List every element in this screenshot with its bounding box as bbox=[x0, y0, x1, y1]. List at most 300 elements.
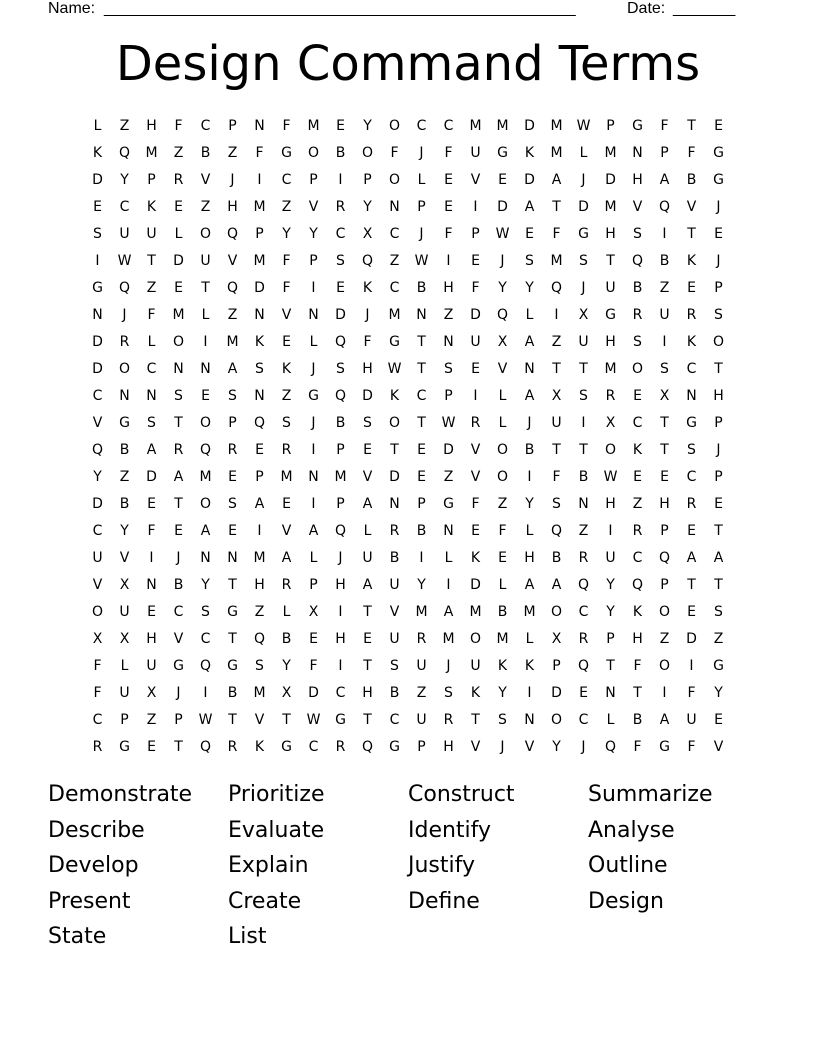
grid-letter: T bbox=[552, 441, 561, 458]
grid-letter: F bbox=[147, 522, 156, 539]
grid-letter: B bbox=[632, 279, 643, 296]
grid-letter: G bbox=[92, 279, 103, 296]
grid-letter: Z bbox=[659, 630, 670, 647]
grid-letter: A bbox=[551, 171, 562, 188]
grid-letter: G bbox=[119, 414, 130, 431]
grid-letter: M bbox=[523, 603, 536, 620]
word-list-item: Analyse bbox=[588, 817, 675, 843]
grid-letter: O bbox=[550, 603, 563, 620]
grid-row bbox=[84, 544, 732, 571]
grid-letter: D bbox=[146, 468, 157, 485]
grid-letter: T bbox=[687, 225, 696, 242]
grid-letter: E bbox=[498, 549, 507, 566]
grid-letter: D bbox=[254, 279, 265, 296]
grid-letter: H bbox=[443, 279, 454, 296]
grid-letter: O bbox=[496, 468, 509, 485]
grid-letter: Y bbox=[714, 684, 723, 701]
grid-letter: T bbox=[714, 522, 723, 539]
grid-letter: V bbox=[470, 441, 481, 458]
grid-letter: E bbox=[201, 387, 210, 404]
grid-letter: H bbox=[659, 495, 670, 512]
grid-letter: C bbox=[119, 198, 130, 215]
grid-letter: H bbox=[605, 225, 616, 242]
grid-letter: T bbox=[147, 252, 156, 269]
grid-letter: U bbox=[92, 549, 103, 566]
grid-letter: E bbox=[579, 684, 588, 701]
grid-letter: D bbox=[470, 576, 481, 593]
grid-letter: M bbox=[307, 117, 320, 134]
grid-letter: C bbox=[281, 171, 292, 188]
grid-letter: G bbox=[659, 738, 670, 755]
grid-letter: V bbox=[389, 603, 400, 620]
grid-letter: B bbox=[497, 603, 508, 620]
grid-letter: K bbox=[362, 279, 373, 296]
grid-letter: T bbox=[363, 711, 372, 728]
grid-letter: J bbox=[338, 549, 343, 566]
grid-letter: Y bbox=[282, 657, 291, 674]
grid-letter: D bbox=[389, 468, 400, 485]
grid-letter: J bbox=[716, 441, 721, 458]
grid-letter: Z bbox=[578, 522, 589, 539]
grid-letter: K bbox=[686, 333, 697, 350]
grid-letter: I bbox=[311, 279, 316, 296]
grid-letter: E bbox=[147, 603, 156, 620]
word-list-item: State bbox=[48, 924, 107, 950]
grid-letter: T bbox=[363, 603, 372, 620]
grid-letter: E bbox=[228, 522, 237, 539]
grid-letter: I bbox=[662, 225, 667, 242]
grid-letter: O bbox=[712, 333, 725, 350]
grid-letter: Q bbox=[631, 576, 644, 593]
grid-letter: Z bbox=[146, 711, 157, 728]
grid-letter: D bbox=[470, 306, 481, 323]
grid-letter: G bbox=[713, 171, 724, 188]
grid-letter: E bbox=[147, 738, 156, 755]
grid-letter: B bbox=[119, 495, 130, 512]
grid-letter: X bbox=[551, 387, 562, 404]
grid-letter: J bbox=[419, 225, 424, 242]
grid-letter: S bbox=[579, 387, 588, 404]
grid-letter: M bbox=[415, 603, 428, 620]
grid-letter: Z bbox=[497, 495, 508, 512]
grid-letter: S bbox=[525, 252, 534, 269]
grid-letter: T bbox=[174, 495, 183, 512]
grid-letter: E bbox=[363, 630, 372, 647]
grid-letter: O bbox=[388, 414, 401, 431]
grid-letter: K bbox=[632, 441, 643, 458]
grid-letter: Q bbox=[658, 549, 671, 566]
grid-letter: N bbox=[578, 495, 589, 512]
grid-letter: C bbox=[632, 414, 643, 431]
grid-letter: G bbox=[686, 414, 697, 431]
grid-letter: F bbox=[498, 522, 507, 539]
grid-letter: X bbox=[659, 387, 670, 404]
grid-letter: P bbox=[309, 576, 318, 593]
grid-letter: U bbox=[119, 603, 130, 620]
grid-row bbox=[84, 274, 732, 301]
grid-letter: Q bbox=[253, 630, 266, 647]
grid-letter: L bbox=[147, 333, 156, 350]
grid-letter: D bbox=[524, 171, 535, 188]
grid-row bbox=[84, 328, 732, 355]
grid-letter: W bbox=[198, 711, 213, 728]
grid-letter: D bbox=[605, 171, 616, 188]
grid-letter: T bbox=[417, 360, 426, 377]
grid-letter: P bbox=[309, 171, 318, 188]
grid-letter: E bbox=[255, 441, 264, 458]
grid-letter: Z bbox=[416, 684, 427, 701]
grid-letter: X bbox=[119, 576, 130, 593]
grid-letter: X bbox=[281, 684, 292, 701]
grid-letter: C bbox=[416, 117, 427, 134]
grid-letter: S bbox=[687, 441, 696, 458]
grid-letter: Y bbox=[282, 225, 291, 242]
grid-letter: M bbox=[145, 144, 158, 161]
grid-letter: Y bbox=[120, 522, 129, 539]
grid-letter: D bbox=[308, 684, 319, 701]
grid-letter: Q bbox=[577, 576, 590, 593]
grid-letter: F bbox=[444, 225, 453, 242]
grid-letter: S bbox=[228, 387, 237, 404]
grid-letter: M bbox=[469, 603, 482, 620]
grid-letter: U bbox=[659, 306, 670, 323]
grid-letter: I bbox=[473, 387, 478, 404]
grid-letter: K bbox=[470, 684, 481, 701]
grid-letter: B bbox=[389, 684, 400, 701]
grid-letter: X bbox=[497, 333, 508, 350]
grid-letter: D bbox=[92, 333, 103, 350]
grid-letter: G bbox=[227, 603, 238, 620]
grid-letter: R bbox=[632, 306, 643, 323]
grid-letter: D bbox=[443, 441, 454, 458]
grid-letter: D bbox=[524, 117, 535, 134]
grid-letter: Z bbox=[146, 279, 157, 296]
grid-letter: V bbox=[200, 171, 211, 188]
grid-letter: T bbox=[174, 738, 183, 755]
grid-letter: Q bbox=[550, 279, 563, 296]
grid-letter: N bbox=[389, 198, 400, 215]
grid-letter: L bbox=[525, 522, 534, 539]
grid-letter: P bbox=[714, 468, 723, 485]
word-list-item: Summarize bbox=[588, 782, 713, 807]
grid-letter: R bbox=[173, 171, 184, 188]
word-list-item: Prioritize bbox=[228, 782, 325, 807]
grid-letter: R bbox=[632, 522, 643, 539]
grid-letter: B bbox=[335, 414, 346, 431]
grid-letter: X bbox=[119, 630, 130, 647]
grid-letter: L bbox=[606, 711, 615, 728]
grid-letter: G bbox=[281, 738, 292, 755]
grid-letter: E bbox=[444, 198, 453, 215]
grid-letter: P bbox=[336, 441, 345, 458]
grid-letter: J bbox=[581, 279, 586, 296]
grid-letter: P bbox=[174, 711, 183, 728]
grid-letter: Z bbox=[443, 468, 454, 485]
grid-letter: I bbox=[311, 441, 316, 458]
grid-letter: I bbox=[446, 252, 451, 269]
grid-letter: H bbox=[632, 171, 643, 188]
grid-letter: N bbox=[146, 387, 157, 404]
grid-letter: R bbox=[281, 441, 292, 458]
grid-letter: T bbox=[417, 333, 426, 350]
grid-letter: E bbox=[174, 279, 183, 296]
grid-letter: O bbox=[307, 144, 320, 161]
grid-letter: K bbox=[686, 252, 697, 269]
grid-letter: A bbox=[686, 549, 697, 566]
grid-letter: P bbox=[147, 171, 156, 188]
grid-letter: U bbox=[686, 711, 697, 728]
grid-letter: O bbox=[658, 657, 671, 674]
grid-letter: W bbox=[576, 117, 591, 134]
grid-letter: J bbox=[230, 171, 235, 188]
word-list-item: Define bbox=[408, 888, 480, 914]
grid-letter: F bbox=[687, 684, 696, 701]
name-label: Name: bbox=[48, 0, 96, 17]
grid-letter: G bbox=[497, 144, 508, 161]
grid-letter: J bbox=[311, 360, 316, 377]
grid-letter: E bbox=[687, 279, 696, 296]
grid-letter: P bbox=[606, 117, 615, 134]
grid-letter: N bbox=[92, 306, 103, 323]
grid-letter: I bbox=[338, 171, 343, 188]
grid-letter: H bbox=[146, 630, 157, 647]
grid-letter: H bbox=[524, 549, 535, 566]
grid-letter: T bbox=[660, 414, 669, 431]
grid-letter: D bbox=[362, 387, 373, 404]
grid-letter: M bbox=[550, 144, 563, 161]
grid-letter: J bbox=[311, 414, 316, 431]
grid-letter: R bbox=[416, 630, 427, 647]
grid-letter: X bbox=[308, 603, 319, 620]
grid-letter: J bbox=[365, 306, 370, 323]
grid-letter: P bbox=[714, 414, 723, 431]
grid-letter: S bbox=[201, 603, 210, 620]
grid-letter: O bbox=[172, 333, 185, 350]
grid-letter: Z bbox=[713, 630, 724, 647]
grid-letter: P bbox=[444, 387, 453, 404]
grid-letter: U bbox=[389, 576, 400, 593]
grid-letter: M bbox=[253, 198, 266, 215]
grid-letter: V bbox=[686, 198, 697, 215]
grid-letter: P bbox=[417, 738, 426, 755]
grid-letter: J bbox=[176, 684, 181, 701]
grid-letter: C bbox=[686, 468, 697, 485]
grid-letter: Z bbox=[281, 198, 292, 215]
grid-letter: E bbox=[498, 171, 507, 188]
grid-letter: L bbox=[309, 549, 318, 566]
grid-letter: U bbox=[119, 225, 130, 242]
grid-letter: J bbox=[527, 414, 532, 431]
grid-letter: Y bbox=[120, 171, 129, 188]
grid-letter: N bbox=[416, 306, 427, 323]
word-list-item: Develop bbox=[48, 853, 139, 879]
grid-letter: P bbox=[417, 198, 426, 215]
grid-letter: R bbox=[227, 441, 238, 458]
grid-letter: V bbox=[713, 738, 724, 755]
grid-letter: V bbox=[497, 360, 508, 377]
grid-letter: Q bbox=[334, 522, 347, 539]
grid-letter: R bbox=[335, 198, 346, 215]
grid-letter: D bbox=[551, 684, 562, 701]
grid-letter: R bbox=[443, 711, 454, 728]
grid-letter: E bbox=[147, 495, 156, 512]
grid-letter: S bbox=[228, 495, 237, 512]
grid-letter: E bbox=[471, 522, 480, 539]
grid-letter: L bbox=[525, 306, 534, 323]
grid-letter: F bbox=[282, 279, 291, 296]
grid-row bbox=[84, 112, 732, 139]
grid-letter: X bbox=[362, 225, 373, 242]
grid-letter: U bbox=[605, 549, 616, 566]
grid-letter: N bbox=[119, 387, 130, 404]
grid-letter: P bbox=[660, 144, 669, 161]
grid-letter: C bbox=[146, 360, 157, 377]
grid-letter: S bbox=[282, 414, 291, 431]
grid-letter: N bbox=[605, 684, 616, 701]
grid-letter: M bbox=[172, 306, 185, 323]
grid-letter: E bbox=[714, 117, 723, 134]
grid-letter: N bbox=[443, 522, 454, 539]
grid-letter: E bbox=[93, 198, 102, 215]
word-list-item: Create bbox=[228, 888, 302, 914]
grid-letter: R bbox=[227, 738, 238, 755]
grid-letter: N bbox=[173, 360, 184, 377]
grid-letter: D bbox=[92, 495, 103, 512]
grid-letter: K bbox=[470, 549, 481, 566]
grid-letter: V bbox=[281, 522, 292, 539]
grid-letter: L bbox=[444, 549, 453, 566]
grid-letter: W bbox=[495, 225, 510, 242]
grid-letter: A bbox=[281, 549, 292, 566]
grid-letter: F bbox=[390, 144, 399, 161]
grid-letter: Z bbox=[119, 117, 130, 134]
grid-letter: O bbox=[469, 630, 482, 647]
grid-row bbox=[84, 436, 732, 463]
grid-letter: O bbox=[361, 144, 374, 161]
grid-letter: C bbox=[335, 684, 346, 701]
grid-letter: I bbox=[311, 495, 316, 512]
grid-letter: K bbox=[281, 360, 292, 377]
grid-letter: S bbox=[633, 333, 642, 350]
grid-letter: H bbox=[335, 576, 346, 593]
grid-letter: Z bbox=[443, 306, 454, 323]
grid-letter: H bbox=[362, 684, 373, 701]
grid-letter: I bbox=[527, 684, 532, 701]
grid-letter: H bbox=[146, 117, 157, 134]
grid-letter: B bbox=[281, 630, 292, 647]
grid-letter: Z bbox=[227, 306, 238, 323]
grid-letter: V bbox=[281, 306, 292, 323]
grid-letter: C bbox=[389, 225, 400, 242]
grid-letter: N bbox=[524, 711, 535, 728]
grid-letter: G bbox=[281, 144, 292, 161]
grid-letter: W bbox=[441, 414, 456, 431]
grid-letter: Q bbox=[226, 279, 239, 296]
grid-letter: C bbox=[578, 711, 589, 728]
grid-letter: A bbox=[659, 171, 670, 188]
page-title: Design Command Terms bbox=[115, 36, 701, 92]
grid-letter: S bbox=[174, 387, 183, 404]
grid-letter: T bbox=[606, 657, 615, 674]
grid-letter: A bbox=[146, 441, 157, 458]
grid-letter: E bbox=[336, 117, 345, 134]
grid-letter: C bbox=[200, 117, 211, 134]
grid-letter: G bbox=[389, 738, 400, 755]
grid-letter: F bbox=[282, 252, 291, 269]
grid-letter: T bbox=[687, 576, 696, 593]
grid-letter: E bbox=[417, 441, 426, 458]
grid-letter: Q bbox=[658, 198, 671, 215]
grid-letter: L bbox=[525, 630, 534, 647]
grid-letter: P bbox=[255, 225, 264, 242]
grid-letter: T bbox=[228, 711, 237, 728]
grid-row bbox=[84, 247, 732, 274]
grid-letter: C bbox=[389, 711, 400, 728]
grid-row bbox=[84, 220, 732, 247]
grid-letter: G bbox=[227, 657, 238, 674]
grid-letter: Q bbox=[577, 657, 590, 674]
grid-letter: J bbox=[581, 738, 586, 755]
grid-letter: U bbox=[389, 630, 400, 647]
grid-letter: M bbox=[253, 684, 266, 701]
grid-letter: T bbox=[363, 657, 372, 674]
grid-letter: L bbox=[282, 603, 291, 620]
grid-letter: G bbox=[605, 306, 616, 323]
grid-letter: R bbox=[686, 306, 697, 323]
grid-letter: E bbox=[714, 225, 723, 242]
grid-letter: R bbox=[335, 738, 346, 755]
grid-letter: O bbox=[550, 711, 563, 728]
grid-letter: Q bbox=[361, 738, 374, 755]
grid-letter: P bbox=[120, 711, 129, 728]
grid-letter: M bbox=[442, 630, 455, 647]
grid-letter: B bbox=[200, 144, 211, 161]
grid-letter: D bbox=[686, 630, 697, 647]
grid-letter: O bbox=[631, 360, 644, 377]
grid-letter: K bbox=[497, 657, 508, 674]
grid-letter: N bbox=[200, 549, 211, 566]
grid-letter: A bbox=[551, 576, 562, 593]
grid-letter: J bbox=[419, 144, 424, 161]
grid-letter: N bbox=[308, 306, 319, 323]
grid-letter: C bbox=[632, 549, 643, 566]
grid-letter: M bbox=[604, 144, 617, 161]
grid-letter: D bbox=[92, 360, 103, 377]
grid-letter: S bbox=[714, 306, 723, 323]
grid-letter: E bbox=[174, 522, 183, 539]
grid-letter: Z bbox=[119, 468, 130, 485]
grid-letter: N bbox=[254, 117, 265, 134]
grid-letter: E bbox=[660, 468, 669, 485]
grid-letter: B bbox=[416, 279, 427, 296]
grid-letter: T bbox=[579, 360, 588, 377]
grid-letter: H bbox=[605, 333, 616, 350]
grid-letter: M bbox=[469, 117, 482, 134]
grid-letter: I bbox=[527, 468, 532, 485]
grid-letter: Q bbox=[361, 252, 374, 269]
grid-letter: S bbox=[579, 252, 588, 269]
grid-letter: I bbox=[662, 333, 667, 350]
grid-row bbox=[84, 598, 732, 625]
grid-letter: K bbox=[92, 144, 103, 161]
grid-letter: J bbox=[500, 252, 505, 269]
grid-letter: P bbox=[606, 630, 615, 647]
word-list-item: Outline bbox=[588, 853, 668, 879]
grid-letter: Y bbox=[606, 603, 615, 620]
grid-letter: E bbox=[714, 495, 723, 512]
grid-letter: B bbox=[389, 549, 400, 566]
grid-letter: T bbox=[660, 441, 669, 458]
